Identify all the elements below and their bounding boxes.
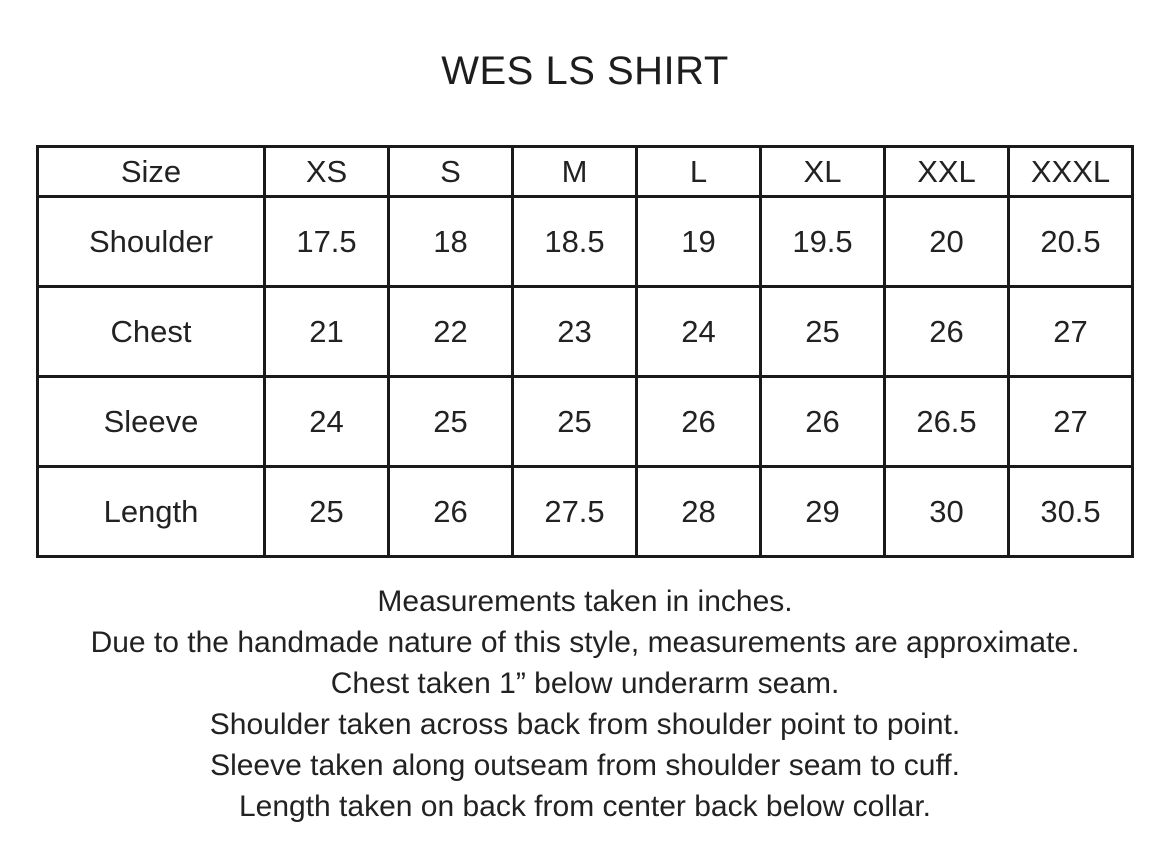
measurement-cell: 27	[1009, 287, 1133, 377]
table-row-chest	[38, 287, 1133, 377]
table-row-length	[38, 467, 1133, 557]
measurement-cell: 20	[885, 197, 1009, 287]
measurement-cell: 22	[389, 287, 513, 377]
measurement-cell: 21	[265, 287, 389, 377]
measurement-cell: 26.5	[885, 377, 1009, 467]
measurement-cell: 19.5	[761, 197, 885, 287]
measurement-cell: 19	[637, 197, 761, 287]
header-row	[38, 147, 1133, 197]
note-line: Length taken on back from center back below collar.	[238, 790, 932, 823]
row-label-shoulder: Shoulder	[38, 197, 265, 287]
table-row-sleeve	[38, 377, 1133, 467]
measurement-cell: 17.5	[265, 197, 389, 287]
size-chart-table	[36, 145, 1134, 558]
column-header-l: L	[637, 147, 761, 197]
measurement-cell: 18.5	[513, 197, 637, 287]
measurement-cell: 25	[265, 467, 389, 557]
measurement-cell: 30	[885, 467, 1009, 557]
measurement-cell: 20.5	[1009, 197, 1133, 287]
measurement-cell: 25	[389, 377, 513, 467]
table-row-shoulder	[38, 197, 1133, 287]
measurement-cell: 24	[637, 287, 761, 377]
measurement-cell: 26	[885, 287, 1009, 377]
measurement-cell: 27	[1009, 377, 1133, 467]
measurement-cell: 18	[389, 197, 513, 287]
note-line: Sleeve taken along outseam from shoulder seam to cuff.	[210, 749, 960, 782]
column-header-xl: XL	[761, 147, 885, 197]
page-title: WES LS SHIRT	[441, 49, 729, 93]
column-header-xxl: XXL	[885, 147, 1009, 197]
measurement-cell: 23	[513, 287, 637, 377]
measurement-cell: 25	[513, 377, 637, 467]
measurement-cell: 28	[637, 467, 761, 557]
measurement-cell: 25	[761, 287, 885, 377]
note-line: Shoulder taken across back from shoulder point to point.	[209, 708, 961, 741]
column-header-xxxl: XXXL	[1009, 147, 1133, 197]
row-label-length: Length	[38, 467, 265, 557]
row-label-chest: Chest	[38, 287, 265, 377]
measurement-cell: 26	[637, 377, 761, 467]
note-line: Measurements taken in inches.	[377, 585, 793, 618]
note-line: Chest taken 1” below underarm seam.	[330, 667, 840, 700]
measurement-cell: 30.5	[1009, 467, 1133, 557]
column-header-xs: XS	[265, 147, 389, 197]
column-header-m: M	[513, 147, 637, 197]
measurement-cell: 27.5	[513, 467, 637, 557]
measurement-cell: 26	[389, 467, 513, 557]
measurement-cell: 24	[265, 377, 389, 467]
row-label-sleeve: Sleeve	[38, 377, 265, 467]
column-header-size: Size	[38, 147, 265, 197]
measurement-cell: 26	[761, 377, 885, 467]
column-header-s: S	[389, 147, 513, 197]
measurement-notes	[0, 581, 1170, 827]
note-line: Due to the handmade nature of this style, measurements are approximate.	[90, 626, 1080, 659]
measurement-cell: 29	[761, 467, 885, 557]
